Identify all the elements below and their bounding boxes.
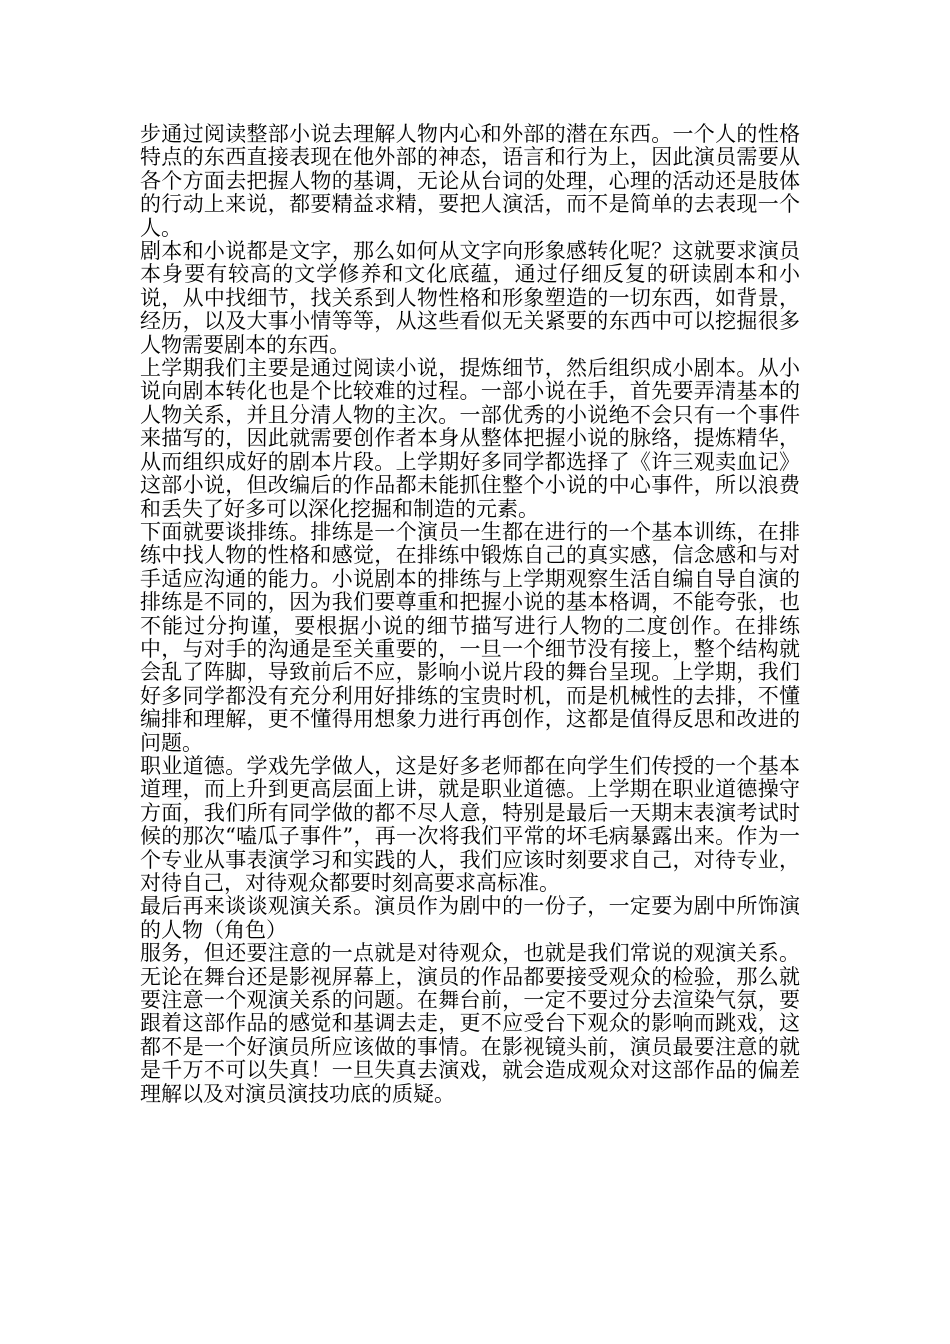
paragraph-professional-ethics: 职业道德。学戏先学做人，这是好多老师都在向学生们传授的一个基本道理，而上升到更高层面上讲，就是职业道德。上学期在职业道德操守方面，我们所有同学做的都不尽人意，特别是最后一天期末表演考试时候的那次“嗑瓜子事件”，再一次将我们平常的坏毛病暴露出来。作为一个专业从事表演学习和实践的人，我们应该时刻要求自己，对待专业，对待自己，对待观众都要时刻高要求高标准。 xyxy=(140,753,800,895)
paragraph-understanding-characters: 步通过阅读整部小说去理解人物内心和外部的潜在东西。一个人的性格特点的东西直接表现在他外部的神态，语言和行为上，因此演员需要从各个方面去把握人物的基调，无论从台词的处理，心理的活动还是肢体的行动上来说，都要精益求精，要把人演活，而不是简单的去表现一个人。 xyxy=(140,122,800,240)
paragraph-rehearsal: 下面就要谈排练。排练是一个演员一生都在进行的一个基本训练，在排练中找人物的性格和感觉，在排练中锻炼自己的真实感，信念感和与对手适应沟通的能力。小说剧本的排练与上学期观察生活自编自导自演的排练是不同的，因为我们要尊重和把握小说的基本格调，不能夸张，也不能过分拘谨，要根据小说的细节描写进行人物的二度创作。在排练中，与对手的沟通是至关重要的，一旦一个细节没有接上，整个结构就会乱了阵脚，导致前后不应，影响小说片段的舞台呈现。上学期，我们好多同学都没有充分利用好排练的宝贵时机，而是机械性的去排，不懂编排和理解，更不懂得用想象力进行再创作，这都是值得反思和改进的问题。 xyxy=(140,519,800,755)
document-body xyxy=(140,123,800,1106)
paragraph-audience-relationship-continued: 服务，但还要注意的一点就是对待观众，也就是我们常说的观演关系。无论在舞台还是影视屏幕上，演员的作品都要接受观众的检验，那么就要注意一个观演关系的问题。在舞台前，一定不要过分去渲染气氛，要跟着这部作品的感觉和基调去走，更不应受台下观众的影响而跳戏，这都不是一个好演员所应该做的事情。在影视镜头前，演员最要注意的就是千万不可以失真！一旦失真去演戏，就会造成观众对这部作品的偏差理解以及对演员演技功底的质疑。 xyxy=(140,941,800,1106)
paragraph-audience-relationship: 最后再来谈谈观演关系。演员作为剧中的一份子，一定要为剧中所饰演的人物（角色） xyxy=(140,894,800,942)
paragraph-text-to-image: 剧本和小说都是文字，那么如何从文字向形象感转化呢？这就要求演员本身要有较高的文学修养和文化底蕴，通过仔细反复的研读剧本和小说，从中找细节，找关系到人物性格和形象塑造的一切东西，如背景，经历，以及大事小情等等，从这些看似无关紧要的东西中可以挖掘很多人物需要剧本的东西。 xyxy=(140,239,800,357)
paragraph-novel-to-script: 上学期我们主要是通过阅读小说，提炼细节，然后组织成小剧本。从小说向剧本转化也是个比较难的过程。一部小说在手，首先要弄清基本的人物关系，并且分清人物的主次。一部优秀的小说绝不会只有一个事件来描写的，因此就需要创作者本身从整体把握小说的脉络，提炼精华，从而组织成好的剧本片段。上学期好多同学都选择了《许三观卖血记》这部小说，但改编后的作品都未能抓住整个小说的中心事件，所以浪费和丢失了好多可以深化挖掘和制造的元素。 xyxy=(140,356,800,521)
